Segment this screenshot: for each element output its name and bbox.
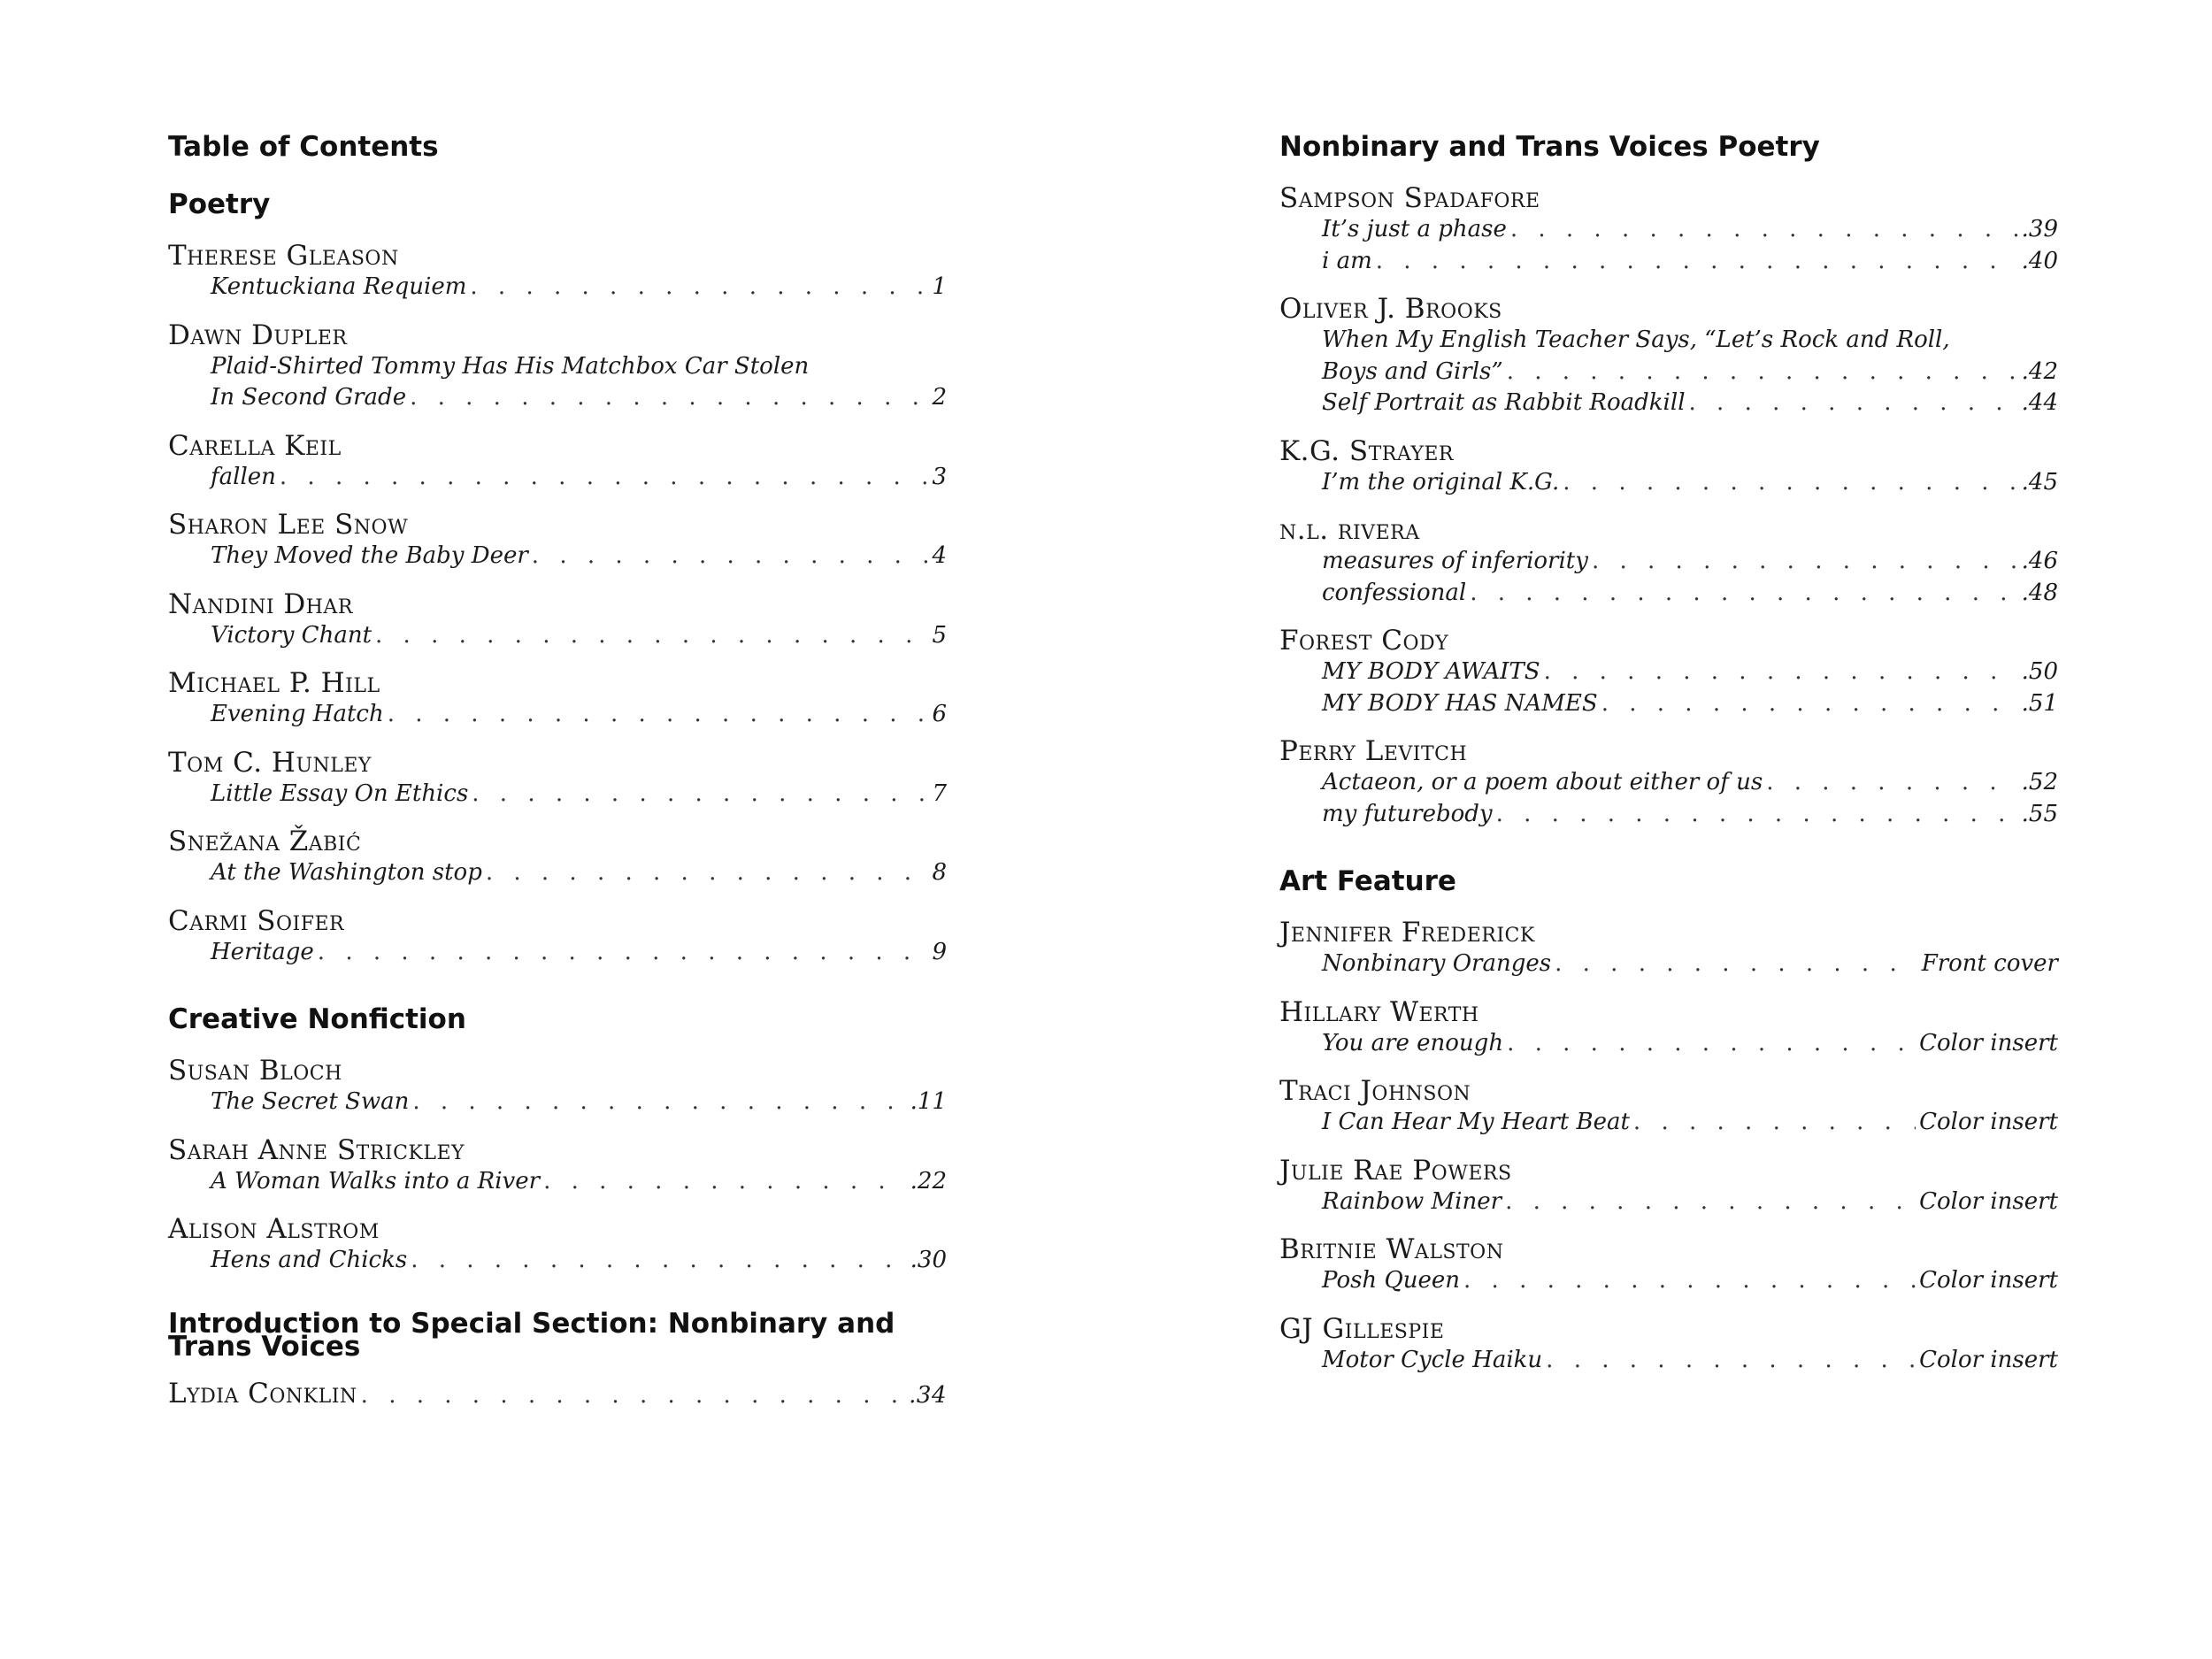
dot-leader [1563,467,2017,499]
toc-entry[interactable] [1279,1234,2058,1297]
work-title: Motor Cycle Haiku [1322,1346,1543,1373]
author-name: Lydia Conklin [168,1377,357,1409]
dot-leader [472,779,928,810]
work-title: measures of inferiority [1322,548,1588,574]
author-name: Carella Keil [168,429,342,462]
page-number: .48 [2021,579,2058,606]
author-name: Susan Bloch [168,1055,342,1087]
author-name: Snežana Žabić [168,826,362,857]
work-line[interactable] [1279,1028,2058,1060]
toc-entry[interactable] [168,589,947,652]
toc-entry[interactable] [1279,1076,2058,1139]
intro-heading-line2: Trans Voices [168,1330,361,1363]
toc-entry[interactable] [168,431,947,494]
page-number: .39 [2021,216,2058,242]
page-number: 2 [932,384,947,411]
author-name: Dawn Dupler [168,319,348,351]
page-number: Color insert [1919,1187,2058,1215]
work-title: Posh Queen [1322,1267,1461,1294]
dot-leader [1376,246,2018,278]
toc-entry[interactable] [1279,1156,2058,1218]
author-name: Michael P. Hill [168,667,380,699]
work-line[interactable] [1279,688,2058,720]
section-heading-poetry: Poetry [168,188,271,220]
work-line[interactable] [1279,657,2058,688]
work-line[interactable] [168,272,947,303]
page-number: 6 [932,701,947,727]
dot-leader [361,1380,905,1411]
page-number: .46 [2021,548,2058,574]
right-page [1279,131,2058,1393]
page-number: 8 [932,859,947,886]
toc-entry[interactable] [1279,626,2058,719]
toc-entry[interactable] [168,1056,947,1118]
dot-leader [1633,1107,1916,1139]
author-name: Sarah Anne Strickley [168,1133,465,1166]
work-title-line1: Plaid-Shirted Tommy Has His Matchbox Car Stolen [211,352,810,380]
page-number: .22 [910,1167,947,1194]
work-line[interactable] [168,779,947,810]
author-name: Oliver J. Brooks [1279,293,1502,325]
work-line[interactable] [168,620,947,652]
work-line[interactable] [1279,1107,2058,1139]
page-number: .30 [910,1247,947,1273]
dot-leader [1601,688,2018,720]
toc-entry[interactable] [1279,436,2058,499]
page-number: 9 [932,938,947,965]
toc-entry[interactable] [1279,294,2058,419]
work-title: Boys and Girls” [1322,357,1503,385]
dot-leader [411,1245,906,1277]
page-number: Color insert [1919,1346,2058,1373]
dot-leader [375,620,928,652]
work-title: At the Washington stop [211,859,482,886]
page-number: 5 [932,621,947,649]
dot-leader [1766,767,2017,799]
dot-leader [1505,1187,1916,1218]
toc-entry[interactable] [1279,183,2058,277]
work-title: Evening Hatch [211,701,384,727]
work-line[interactable] [168,541,947,572]
dot-leader [1510,214,2018,246]
page-number: .44 [2021,389,2058,416]
page-number: .11 [910,1088,947,1115]
page-number: Front cover [1921,950,2058,977]
page-number: .52 [2021,769,2058,795]
work-title: Actaeon, or a poem about either of us [1322,769,1763,795]
intro-heading-line1: Introduction to Special Section: Nonbinary and [168,1307,895,1340]
toc-entry[interactable] [168,668,947,731]
work-title: I’m the original K.G. [1322,468,1560,495]
author-name: Sharon Lee Snow [168,509,409,541]
toc-entry[interactable] [168,241,947,303]
dot-leader [412,1087,906,1118]
work-line[interactable] [168,1245,947,1277]
toc-entry[interactable] [168,748,947,810]
work-title: Heritage [211,938,314,965]
toc-entry[interactable] [1279,736,2058,830]
author-name: Traci Johnson [1279,1075,1471,1107]
toc-entry[interactable] [168,1135,947,1198]
work-line[interactable] [1279,546,2058,578]
dot-leader [486,857,929,889]
page-number: Color insert [1919,1029,2058,1056]
work-title: You are enough [1322,1029,1504,1056]
toc-entry[interactable] [1279,997,2058,1060]
work-title: Nonbinary Oranges [1322,950,1552,977]
work-line[interactable] [1279,214,2058,246]
dot-leader [1555,949,1918,980]
work-line[interactable] [1279,799,2058,831]
page-number: Color insert [1919,1109,2058,1135]
dot-leader [1496,799,2018,831]
work-title: They Moved the Baby Deer [211,542,528,569]
work-title: Little Essay On Ethics [211,780,469,807]
page-number: .50 [2021,658,2058,685]
work-line[interactable] [1279,1187,2058,1218]
dot-leader [1592,546,2018,578]
work-line[interactable] [1279,767,2058,799]
work-line[interactable] [1279,949,2058,980]
author-name: GJ Gillespie [1279,1312,1445,1345]
page-number: Color insert [1919,1267,2058,1294]
toc-entry[interactable] [1279,515,2058,609]
work-line[interactable] [1279,357,2058,388]
toc-entry[interactable] [168,510,947,572]
dot-leader [1507,1028,1916,1060]
left-page [168,131,947,1428]
work-title: Hens and Chicks [211,1247,408,1273]
work-line[interactable] [168,857,947,889]
dot-leader [1544,657,2018,688]
author-name: Alison Alstrom [168,1213,380,1245]
toc-entry[interactable] [168,320,947,414]
work-line[interactable] [1279,388,2058,419]
work-title: confessional [1322,579,1467,606]
page-number: .40 [2021,247,2058,274]
dot-leader [318,937,929,969]
page-number: 1 [932,273,947,300]
author-name: Tom C. Hunley [168,746,372,779]
work-title: my futurebody [1322,800,1493,827]
work-title: In Second Grade [211,384,407,411]
page-number: 4 [932,542,947,569]
work-line[interactable] [1279,1345,2058,1377]
dot-leader [1463,1265,1916,1297]
work-title: MY BODY AWAITS [1322,658,1540,685]
dot-leader [543,1166,907,1198]
work-line[interactable] [1279,1265,2058,1297]
page-title: Table of Contents [168,131,439,163]
toc-entry[interactable] [168,1379,947,1411]
author-name: Julie Rae Powers [1279,1154,1512,1187]
author-name: Jennifer Frederick [1279,917,1535,949]
dot-leader [1470,578,2017,610]
page-number: .34 [909,1381,947,1409]
work-line[interactable] [168,937,947,969]
dot-leader [532,541,929,572]
work-title: Rainbow Miner [1322,1187,1502,1215]
work-title-line1: When My English Teacher Says, “Let’s Rock and Roll, [1322,326,1950,353]
dot-leader [470,272,928,303]
dot-leader [1546,1345,1916,1377]
work-line[interactable] [1279,246,2058,278]
work-title: Kentuckiana Requiem [211,273,467,300]
page-number: .55 [2021,800,2058,827]
author-name: Sampson Spadafore [1279,182,1540,214]
author-name: n.l. rivera [1279,514,1420,546]
work-title: A Woman Walks into a River [211,1167,541,1194]
section-heading-nonbinary-poetry: Nonbinary and Trans Voices Poetry [1279,131,1820,163]
author-name: Britnie Walston [1279,1233,1504,1265]
page-number: .51 [2021,689,2058,717]
work-line[interactable] [1279,578,2058,610]
toc-entry[interactable] [168,906,947,969]
work-title: I Can Hear My Heart Beat [1322,1109,1630,1135]
work-title: i am [1322,247,1372,274]
page-number: .45 [2021,468,2058,495]
work-title: It’s just a phase [1322,216,1507,242]
work-line[interactable] [168,462,947,494]
section-heading-creative-nonfiction: Creative Nonfiction [168,1003,466,1035]
page-number: 3 [932,463,947,490]
author-name: Hillary Werth [1279,995,1479,1028]
author-name: Forest Cody [1279,625,1449,657]
work-line[interactable] [168,1087,947,1118]
section-heading-introduction [168,1307,947,1363]
page-number: .42 [2021,357,2058,385]
toc-entry[interactable] [168,826,947,889]
toc-entry[interactable] [168,1214,947,1277]
work-title: Self Portrait as Rabbit Roadkill [1322,389,1686,416]
work-line[interactable] [1279,467,2058,499]
dot-leader [388,699,929,731]
work-title: The Secret Swan [211,1088,410,1115]
work-title: MY BODY HAS NAMES [1322,689,1598,717]
dot-leader [410,382,928,414]
work-line[interactable] [168,1166,947,1198]
author-name: K.G. Strayer [1279,434,1454,467]
author-name: Carmi Soifer [168,904,345,937]
dot-leader [1507,357,2018,388]
dot-leader [1689,388,2018,419]
page-number: 7 [932,780,947,807]
section-heading-art-feature: Art Feature [1279,865,1456,897]
work-line[interactable] [168,699,947,731]
work-line[interactable] [168,382,947,414]
toc-entry[interactable] [1279,918,2058,980]
work-title: fallen [211,463,276,490]
dot-leader [280,462,929,494]
author-name: Perry Levitch [1279,735,1468,767]
work-title: Victory Chant [211,621,373,649]
author-name: Therese Gleason [168,240,399,272]
author-name: Nandini Dhar [168,588,353,620]
toc-entry[interactable] [1279,1314,2058,1377]
